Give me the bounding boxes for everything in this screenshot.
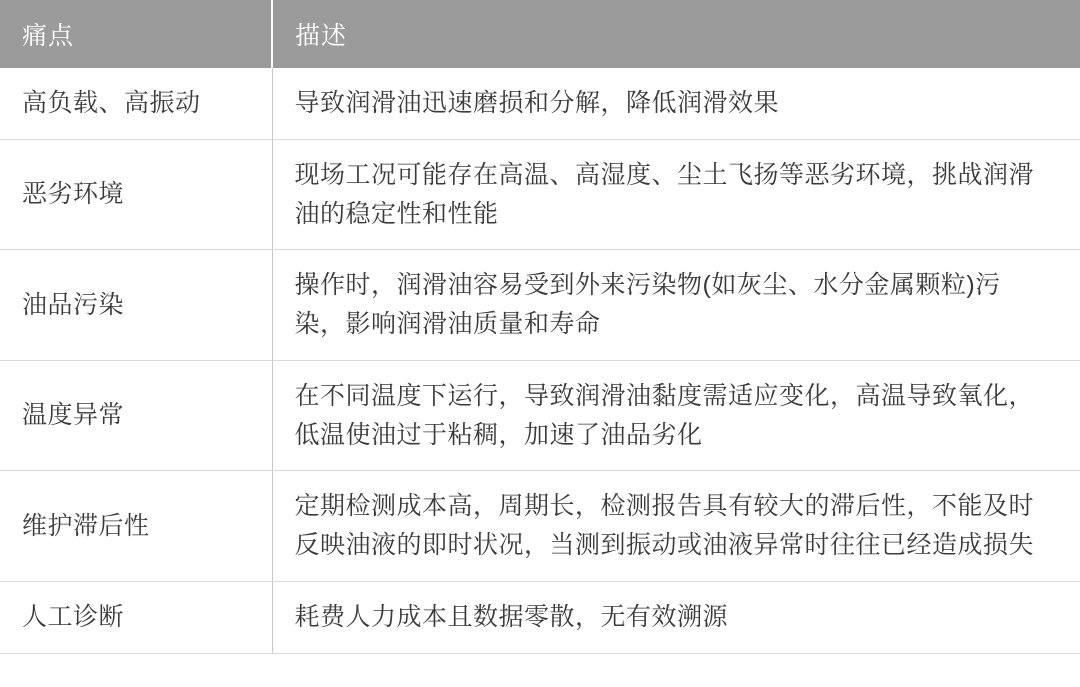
table-row [0,471,1080,582]
cell-description: 操作时，润滑油容易受到外来污染物(如灰尘、水分金属颗粒)污染，影响润滑油质量和寿命 [272,250,1080,361]
cell-description: 在不同温度下运行，导致润滑油黏度需适应变化，高温导致氧化，低温使油过于粘稠，加速了油品劣化 [272,360,1080,471]
cell-pain-point: 温度异常 [0,360,272,471]
table-row [0,581,1080,653]
cell-description: 现场工况可能存在高温、高湿度、尘土飞扬等恶劣环境，挑战润滑油的稳定性和性能 [272,139,1080,250]
column-header-pain-point: 痛点 [0,0,272,68]
cell-pain-point: 油品污染 [0,250,272,361]
cell-description: 导致润滑油迅速磨损和分解，降低润滑效果 [272,68,1080,139]
table-row [0,250,1080,361]
table-row [0,360,1080,471]
table-header-row [0,0,1080,68]
cell-pain-point: 人工诊断 [0,581,272,653]
cell-description: 耗费人力成本且数据零散，无有效溯源 [272,581,1080,653]
table-row [0,139,1080,250]
table-header [0,0,1080,68]
table-body [0,68,1080,653]
column-header-description: 描述 [272,0,1080,68]
table-row [0,68,1080,139]
cell-description: 定期检测成本高，周期长，检测报告具有较大的滞后性，不能及时反映油液的即时状况，当测到振动或油液异常时往往已经造成损失 [272,471,1080,582]
cell-pain-point: 高负载、高振动 [0,68,272,139]
cell-pain-point: 维护滞后性 [0,471,272,582]
cell-pain-point: 恶劣环境 [0,139,272,250]
